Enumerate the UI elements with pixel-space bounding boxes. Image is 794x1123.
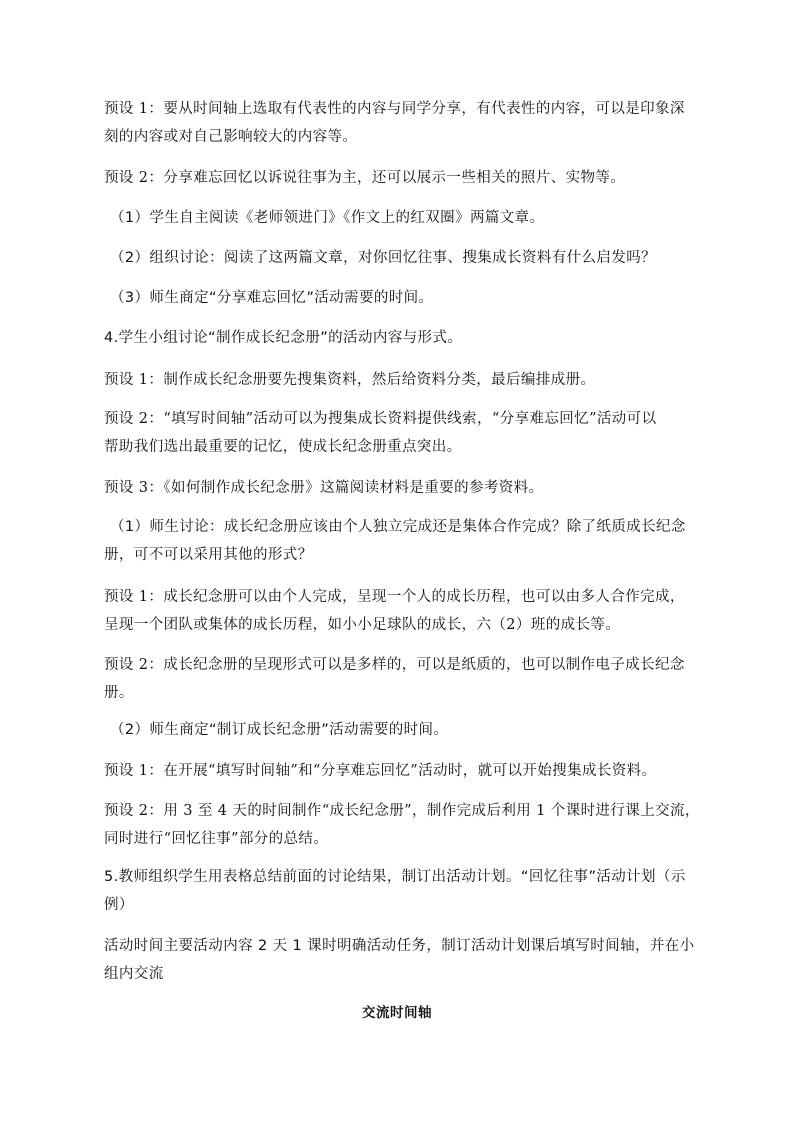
paragraph-activity-plan (104, 932, 724, 988)
paragraph-section-4 (104, 324, 724, 352)
paragraph-step-2-discussion (110, 244, 730, 272)
paragraph-preset-1-individual (104, 583, 724, 639)
line: 组内交流 (104, 966, 164, 982)
line: 预设 1：制作成长纪念册要先搜集资料，然后给资料分类，最后编排成册。 (104, 372, 596, 388)
paragraph-preset-2-album (104, 405, 724, 461)
line: 册。 (104, 685, 134, 701)
line: 例） (104, 897, 134, 913)
line: 预设 1：要从时间轴上选取有代表性的内容与同学分享，有代表性的内容，可以是印象深 (104, 101, 685, 117)
paragraph-preset-2-days (104, 797, 724, 853)
line: 预设 3：《如何制作成长纪念册》这篇阅读材料是重要的参考资料。 (104, 480, 544, 496)
line: （1）学生自主阅读《老师领进门》《作文上的红双圈》两篇文章。 (110, 210, 545, 226)
line: （1）师生讨论：成长纪念册应该由个人独立完成还是集体合作完成？除了纸质成长纪念 (110, 519, 686, 535)
paragraph-step-1-teacher-discussion (104, 513, 730, 569)
paragraph-preset-1-collect (104, 757, 724, 785)
paragraph-step-3-time (110, 284, 730, 312)
paragraph-section-5 (104, 863, 724, 919)
line: 呈现一个团队或集体的成长历程，如小小足球队的成长，六（2）班的成长等。 (104, 617, 621, 633)
paragraph-preset-3-album (104, 474, 724, 502)
line: 册，可不可以采用其他的形式？ (104, 547, 313, 563)
line: （3）师生商定“分享难忘回忆”活动需要的时间。 (110, 290, 434, 306)
paragraph-preset-1-album (104, 366, 724, 394)
line: 预设 2：“填写时间轴”活动可以为搜集成长资料提供线索，“分享难忘回忆”活动可以 (104, 411, 657, 427)
line: 预设 2：分享难忘回忆以诉说往事为主，还可以展示一些相关的照片、实物等。 (104, 170, 626, 186)
line: （2）师生商定“制订成长纪念册”活动需要的时间。 (110, 722, 449, 738)
paragraph-preset-2 (104, 164, 724, 192)
line: 4.学生小组讨论“制作成长纪念册”的活动内容与形式。 (104, 330, 463, 346)
paragraph-preset-2-format (104, 651, 724, 707)
section-heading: 交流时间轴 (362, 1005, 432, 1021)
line: 帮助我们选出最重要的记忆，使成长纪念册重点突出。 (104, 439, 462, 455)
paragraph-step-2-time (110, 716, 730, 744)
line: 预设 2：成长纪念册的呈现形式可以是多样的，可以是纸质的，也可以制作电子成长纪念 (104, 657, 685, 673)
paragraph-preset-1 (104, 95, 724, 151)
line: 预设 1：在开展“填写时间轴”和“分享难忘回忆”活动时，就可以开始搜集成长资料。 (104, 763, 657, 779)
line: 预设 1：成长纪念册可以由个人完成，呈现一个人的成长历程，也可以由多人合作完成， (104, 589, 685, 605)
line: 预设 2：用 3 至 4 天的时间制作“成长纪念册”，制作完成后利用 1 个课时进行课上交流， (104, 803, 700, 819)
line: （2）组织讨论：阅读了这两篇文章，对你回忆往事、搜集成长资料有什么启发吗？ (110, 250, 657, 266)
line: 5.教师组织学生用表格总结前面的讨论结果，制订出活动计划。“回忆往事”活动计划（示 (104, 869, 686, 885)
paragraph-step-1-reading (110, 204, 730, 232)
line: 同时进行“回忆往事”部分的总结。 (104, 831, 329, 847)
line: 刻的内容或对自己影响较大的内容等。 (104, 129, 358, 145)
line: 活动时间主要活动内容 2 天 1 课时明确活动任务，制订活动计划课后填写时间轴，并在小 (104, 938, 695, 954)
